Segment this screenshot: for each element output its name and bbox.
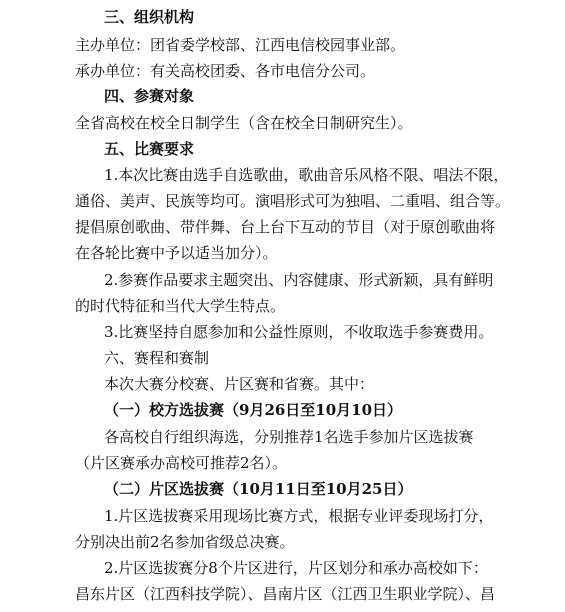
paragraph-line: 分别决出前2名参加省级总决赛。 bbox=[75, 533, 295, 551]
paragraph-line: 昌东片区（江西科技学院）、昌南片区（江西卫生职业学院）、昌 bbox=[75, 585, 496, 603]
paragraph-line: 2.片区选拔赛分8个片区进行，片区划分和承办高校如下： bbox=[104, 559, 488, 577]
paragraph-line: 提倡原创歌曲、带伴舞、台上台下互动的节目（对于原创歌曲将 bbox=[75, 218, 496, 236]
subsection-heading-district-selection: （二）片区选拔赛（10月11日至10月25日） bbox=[104, 480, 413, 498]
paragraph-line: 承办单位：有关高校团委、各市电信分公司。 bbox=[75, 62, 376, 80]
paragraph-line: 本次大赛分校赛、片区赛和省赛。其中： bbox=[104, 375, 375, 393]
paragraph-line: 在各轮比赛中予以适当加分）。 bbox=[75, 244, 278, 262]
section-heading-participants: 四、参赛对象 bbox=[104, 87, 195, 105]
paragraph-line: 各高校自行组织海选，分别推荐1名选手参加片区选拔赛 bbox=[104, 428, 474, 446]
paragraph-line: 2.参赛作品要求主题突出、内容健康、形式新颖，具有鲜明 bbox=[104, 271, 494, 289]
paragraph-line: 通俗、美声、民族等均可。演唱形式可为独唱、二重唱、组合等。 bbox=[75, 192, 511, 210]
paragraph-line: 的时代特征和当代大学生特点。 bbox=[75, 297, 286, 315]
subsection-heading-school-selection: （一）校方选拔赛（9月26日至10月10日） bbox=[104, 401, 403, 419]
section-heading-requirements: 五、比赛要求 bbox=[104, 140, 195, 158]
section-heading-schedule: 六、赛程和赛制 bbox=[104, 349, 210, 367]
paragraph-line: 3.比赛坚持自愿参加和公益性原则，不收取选手参赛费用。 bbox=[104, 323, 494, 341]
section-heading-organization: 三、组织机构 bbox=[104, 8, 195, 26]
paragraph-line: 主办单位：团省委学校部、江西电信校园事业部。 bbox=[75, 36, 406, 54]
paragraph-line: （片区赛承办高校可推荐2名）。 bbox=[75, 454, 288, 472]
paragraph-line: 1.片区选拔赛采用现场比赛方式，根据专业评委现场打分， bbox=[104, 507, 494, 525]
paragraph-line: 1.本次比赛由选手自选歌曲，歌曲音乐风格不限、唱法不限， bbox=[104, 166, 509, 184]
paragraph-line: 全省高校在校全日制学生（含在校全日制研究生）。 bbox=[75, 114, 413, 132]
